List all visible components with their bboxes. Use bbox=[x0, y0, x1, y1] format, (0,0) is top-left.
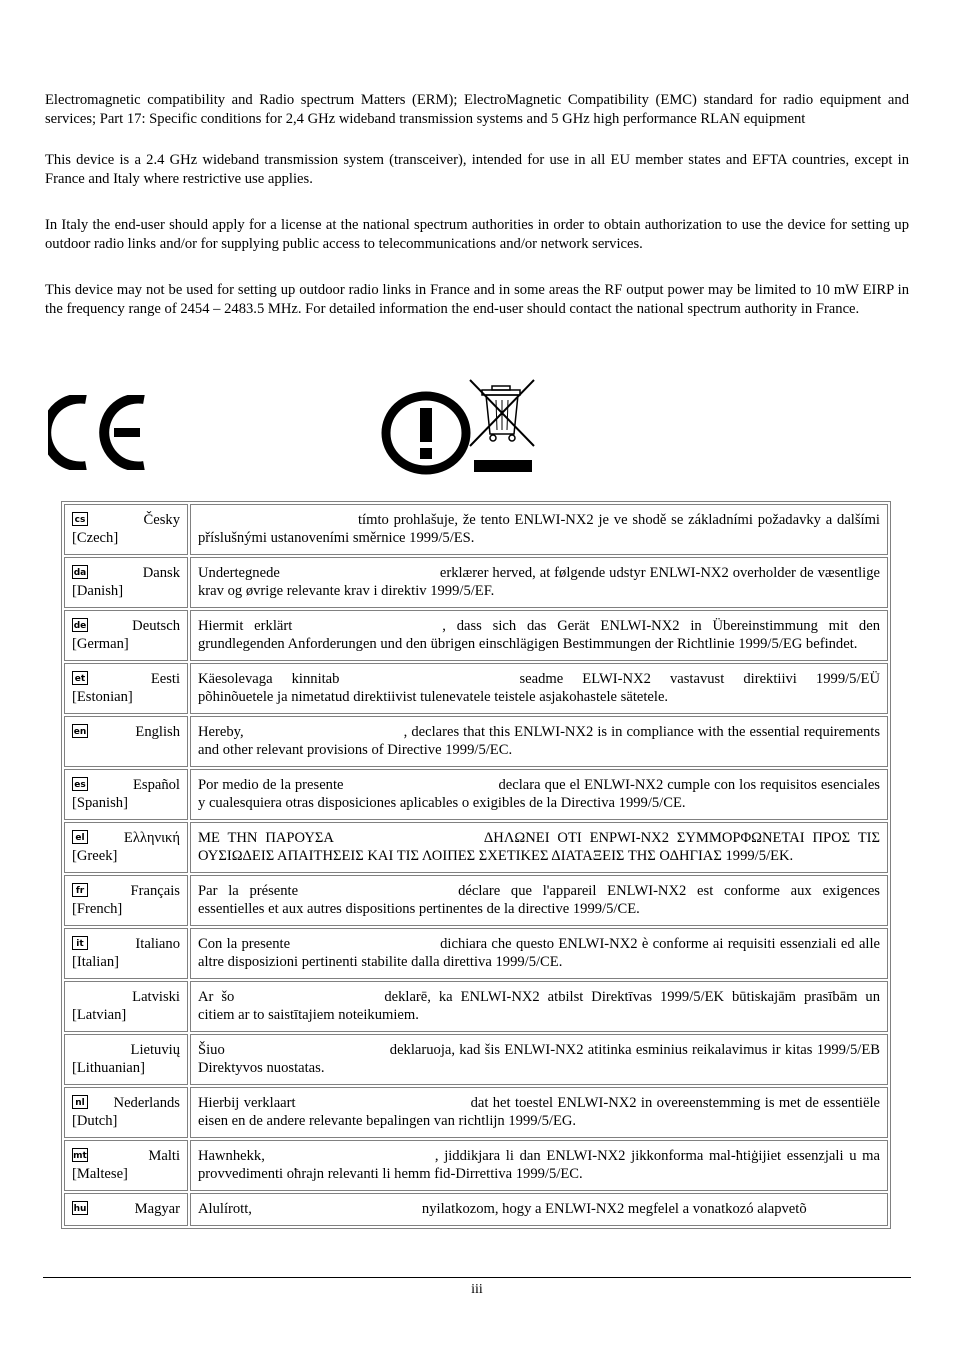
declaration-row bbox=[64, 822, 888, 873]
language-name: Ελληνική bbox=[123, 830, 180, 846]
declaration-row bbox=[64, 1034, 888, 1085]
language-code-icon: en bbox=[72, 724, 88, 738]
language-name: Italiano bbox=[135, 936, 180, 952]
language-name: Malti bbox=[148, 1148, 180, 1164]
declaration-row bbox=[64, 504, 888, 555]
weee-crossed-bin-icon bbox=[468, 376, 538, 474]
language-name-english: [Spanish] bbox=[72, 795, 128, 811]
intro-paragraph-italy: In Italy the end-user should apply for a license at the national spectrum authorities in order to obtain authorization to use the device for setting up outdoor radio links and/or for supplying public access to telecommunications and/or network services. bbox=[45, 217, 909, 252]
language-name-english: [Dutch] bbox=[72, 1113, 118, 1129]
language-name: Deutsch bbox=[132, 618, 180, 634]
declaration-text-cell bbox=[190, 716, 888, 767]
language-code-icon: mt bbox=[72, 1148, 88, 1162]
language-name-english: [Italian] bbox=[72, 954, 119, 970]
intro-paragraph-france: This device may not be used for setting up outdoor radio links in France and in some areas the RF output power may be limited to 10 mW EIRP in the frequency range of 2454 – 2483.5 MHz. For detailed information the end-user should contact the national spectrum authority in France. bbox=[45, 282, 909, 317]
language-name: Eesti bbox=[150, 671, 180, 687]
language-name: Lietuvių bbox=[130, 1042, 180, 1058]
declaration-text-lead: Hereby, bbox=[198, 724, 244, 740]
language-name: Español bbox=[132, 777, 180, 793]
language-code-icon: es bbox=[72, 777, 88, 791]
language-name-english: [Lithuanian] bbox=[72, 1060, 145, 1076]
declaration-text-body: deklaruoja, kad šis ENLWI-NX2 atitinka esminius reikalavimus ir kitas 1999/5/EB Direktyvos nuostatas. bbox=[198, 1042, 880, 1076]
page-number: iii bbox=[471, 1282, 483, 1297]
declaration-of-conformity-table bbox=[61, 501, 891, 1229]
declaration-text-lead: Hierbij verklaart bbox=[198, 1095, 296, 1111]
declaration-row bbox=[64, 875, 888, 926]
declaration-row bbox=[64, 610, 888, 661]
language-code-icon: cs bbox=[72, 512, 88, 526]
language-code-icon: da bbox=[72, 565, 88, 579]
language-name: Magyar bbox=[134, 1201, 180, 1217]
language-name-english: [Estonian] bbox=[72, 689, 133, 705]
compliance-logos bbox=[0, 370, 954, 480]
language-name: Dansk bbox=[142, 565, 180, 581]
intro-paragraph-device: This device is a 2.4 GHz wideband transmission system (transceiver), intended for use in all EU member states and EFTA countries, except in France and Italy where restrictive use applies. bbox=[45, 152, 909, 187]
declaration-text-lead: Con la presente bbox=[198, 936, 291, 952]
declaration-text-lead: Undertegnede bbox=[198, 565, 280, 581]
language-name-english: [Danish] bbox=[72, 583, 124, 599]
declaration-text-lead: Käesolevaga kinnitab bbox=[198, 671, 340, 687]
language-cell bbox=[64, 716, 188, 767]
language-code-icon: nl bbox=[72, 1095, 88, 1109]
declaration-text-lead: Šiuo bbox=[198, 1042, 225, 1058]
declaration-text-cell bbox=[190, 875, 888, 926]
declaration-text-body: dichiara che questo ENLWI-NX2 è conforme ai requisiti essenziali ed alle altre disposizioni pertinenti stabilite dalla direttiva 1999/5/CE. bbox=[198, 936, 881, 970]
declaration-text-lead: Par la présente bbox=[198, 883, 299, 899]
declaration-row bbox=[64, 1140, 888, 1191]
declaration-text-cell bbox=[190, 822, 888, 873]
declaration-text-lead: Hawnhekk, bbox=[198, 1148, 265, 1164]
alert-icon bbox=[380, 390, 472, 476]
language-code-icon: fr bbox=[72, 883, 88, 897]
language-cell bbox=[64, 610, 188, 661]
language-code-icon: et bbox=[72, 671, 88, 685]
language-cell bbox=[64, 504, 188, 555]
language-name-english: [Greek] bbox=[72, 848, 118, 864]
language-name: Česky bbox=[143, 512, 180, 528]
declaration-text-cell bbox=[190, 1087, 888, 1138]
language-cell bbox=[64, 875, 188, 926]
declaration-row bbox=[64, 1193, 888, 1226]
language-code-icon: hu bbox=[72, 1201, 88, 1215]
declaration-text-cell bbox=[190, 1140, 888, 1191]
language-cell bbox=[64, 981, 188, 1032]
declaration-text-lead: Hiermit erklärt bbox=[198, 618, 293, 634]
language-cell bbox=[64, 1193, 188, 1226]
declaration-text-lead: Ar šo bbox=[198, 989, 235, 1005]
declaration-row bbox=[64, 716, 888, 767]
language-cell bbox=[64, 1034, 188, 1085]
declaration-text-body: nyilatkozom, hogy a ENLWI-NX2 megfelel a vonatkozó alapvetõ bbox=[421, 1201, 807, 1217]
declaration-text-body: , declares that this ENLWI-NX2 is in compliance with the essential requirements and other relevant provisions of Directive 1999/5/EC. bbox=[198, 724, 880, 758]
declaration-text-body: declara que el ENLWI-NX2 cumple con los requisitos esenciales y cualesquiera otras disposiciones aplicables o exigibles de la Directiva 1999/5/CE. bbox=[198, 777, 880, 811]
language-name-english: [Maltese] bbox=[72, 1166, 128, 1182]
language-cell bbox=[64, 557, 188, 608]
declaration-text-lead: Alulírott, bbox=[198, 1201, 252, 1217]
declaration-row bbox=[64, 557, 888, 608]
declaration-text-body: déclare que l'appareil ENLWI-NX2 est conforme aux exigences essentielles et aux autres dispositions pertinentes de la directive 1999/5/CE. bbox=[198, 883, 880, 917]
declaration-text-body: ΔΗΛΩΝΕΙ ΟΤΙ ENPWI-NX2 ΣΥΜΜΟΡΦΩΝΕΤΑΙ ΠΡΟΣ ΤΙΣ ΟΥΣΙΩΔΕΙΣ ΑΠΑΙΤΗΣΕΙΣ ΚΑΙ ΤΙΣ ΛΟΙΠΕΣ ΣΧΕΤΙΚΕΣ ΔΙΑΤΑΞΕΙΣ ΤΗΣ ΟΔΗΓΙΑΣ 1999/5/ΕΚ. bbox=[198, 830, 881, 864]
language-cell bbox=[64, 769, 188, 820]
declaration-text-cell bbox=[190, 557, 888, 608]
language-name-english: [Latvian] bbox=[72, 1007, 127, 1023]
language-name: English bbox=[135, 724, 180, 740]
declaration-text-body: seadme ELWI-NX2 vastavust direktiivi 1999/5/EÜ põhinõuetele ja nimetatud direktiivist tulenevatele teistele asjakohastele sätetele. bbox=[198, 671, 880, 705]
declaration-text-cell bbox=[190, 504, 888, 555]
declaration-text-cell bbox=[190, 769, 888, 820]
declaration-row bbox=[64, 981, 888, 1032]
declaration-text-cell bbox=[190, 1034, 888, 1085]
language-name-english: [French] bbox=[72, 901, 123, 917]
declaration-text-body: , dass sich das Gerät ENLWI-NX2 in Übereinstimmung mit den grundlegenden Anforderungen und den übrigen einschlägigen Bestimmungen der Richtlinie 1999/5/EG befindet. bbox=[198, 618, 880, 652]
declaration-row bbox=[64, 769, 888, 820]
declaration-text-body: tímto prohlašuje, že tento ENLWI-NX2 je ve shodě se základními požadavky a dalšími příslušnými ustanoveními směrnice 1999/5/ES. bbox=[198, 512, 880, 546]
declaration-text-lead: ΜΕ ΤΗΝ ΠΑΡΟΥΣΑ bbox=[198, 830, 334, 846]
declaration-text-cell bbox=[190, 928, 888, 979]
language-cell bbox=[64, 822, 188, 873]
ce-mark-icon bbox=[48, 395, 148, 470]
declaration-row bbox=[64, 928, 888, 979]
declaration-text-lead: Por medio de la presente bbox=[198, 777, 344, 793]
language-name-english: [German] bbox=[72, 636, 129, 652]
language-cell bbox=[64, 1140, 188, 1191]
intro-paragraph-standard: Electromagnetic compatibility and Radio spectrum Matters (ERM); ElectroMagnetic Compatibility (EMC) standard for radio equipment and services; Part 17: Specific conditions for 2,4 GHz wideband transmission systems and 5 GHz high performance RLAN equipment bbox=[45, 92, 909, 127]
declaration-text-cell bbox=[190, 663, 888, 714]
language-cell bbox=[64, 928, 188, 979]
declaration-row bbox=[64, 663, 888, 714]
language-code-icon: it bbox=[72, 936, 88, 950]
language-code-icon: de bbox=[72, 618, 88, 632]
language-name-english: [Czech] bbox=[72, 530, 119, 546]
declaration-text-cell bbox=[190, 1193, 888, 1226]
footer-divider bbox=[43, 1277, 911, 1278]
declaration-text-body: erklærer herved, at følgende udstyr ENLWI-NX2 overholder de væsentlige krav og øvrige relevante krav i direktiv 1999/5/EF. bbox=[198, 565, 880, 599]
declaration-text-body: dat het toestel ENLWI-NX2 in overeenstemming is met de essentiële eisen en de andere relevante bepalingen van richtlijn 1999/5/EG. bbox=[198, 1095, 880, 1129]
declaration-text-body: deklarē, ka ENLWI-NX2 atbilst Direktīvas 1999/5/EK būtiskajām prasībām un citiem ar to saistītajiem noteikumiem. bbox=[198, 989, 881, 1023]
declaration-text-cell bbox=[190, 981, 888, 1032]
language-name: Latviski bbox=[132, 989, 180, 1005]
declaration-text-cell bbox=[190, 610, 888, 661]
language-code-icon: el bbox=[72, 830, 88, 844]
declaration-text-body: , jiddikjara li dan ENLWI-NX2 jikkonforma mal-ħtiġijiet essenzjali u ma provvedimenti oħrajn relevanti li hemm fid-Dirrettiva 1999/5/EC. bbox=[198, 1148, 880, 1182]
language-cell bbox=[64, 1087, 188, 1138]
declaration-row bbox=[64, 1087, 888, 1138]
language-cell bbox=[64, 663, 188, 714]
language-name: Français bbox=[130, 883, 180, 899]
language-name: Nederlands bbox=[113, 1095, 180, 1111]
